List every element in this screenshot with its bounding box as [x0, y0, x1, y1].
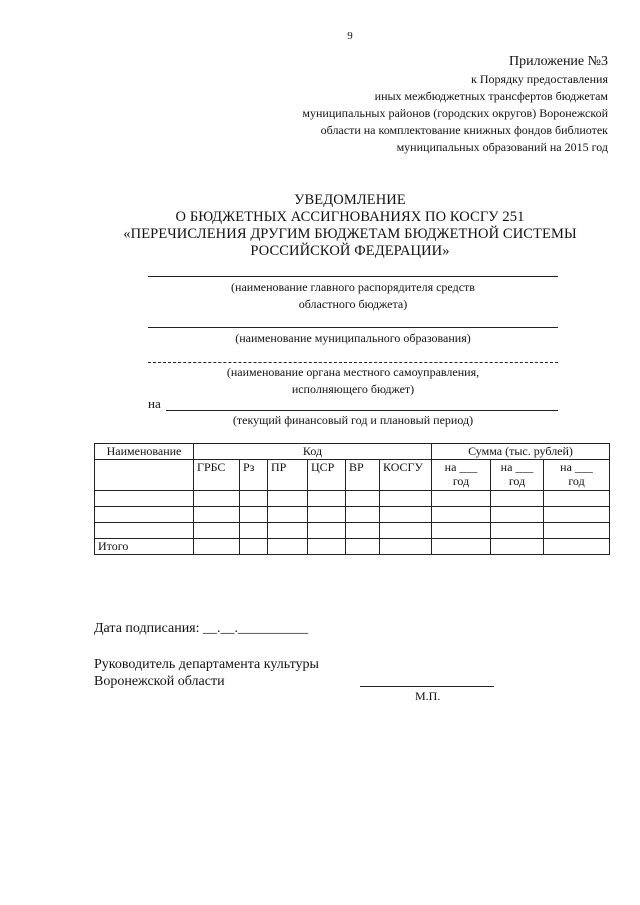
budget-table: [94, 443, 610, 555]
signing-date: [94, 620, 308, 637]
appendix-line: муниципальных образований на 2015 год: [396, 140, 608, 154]
period-caption: (текущий финансовый год и плановый период): [232, 413, 474, 427]
municipality-caption: (наименование муниципального образования): [235, 331, 471, 345]
heading-line: О БЮДЖЕТНЫХ АССИГНОВАНИЯХ ПО КОСГУ 251: [175, 209, 525, 225]
period-fill-line: [166, 410, 558, 411]
appendix-line: области на комплектование книжных фондов библиотек: [320, 123, 608, 137]
header-grbs: ГРБС: [194, 460, 240, 491]
stamp-label: М.П.: [415, 689, 441, 703]
organ-fill-line: [148, 362, 558, 363]
table-total-row: [95, 539, 610, 555]
signatory-position: [94, 656, 319, 690]
header-year-2: [491, 460, 544, 491]
table-subheader-row: [95, 460, 610, 491]
signatory-line-1: Руководитель департамента культуры: [94, 657, 319, 672]
appendix-title: Приложение №3: [509, 54, 608, 69]
organ-caption-line: (наименование органа местного самоуправления,: [226, 365, 480, 379]
header-vr: ВР: [346, 460, 380, 491]
signature-line: [360, 686, 494, 687]
table-row: [95, 523, 610, 539]
organ-caption-line: исполняющего бюджет): [291, 382, 415, 396]
header-year-3: [544, 460, 610, 491]
header-kosgu: КОСГУ: [380, 460, 432, 491]
year-prefix: на ___: [444, 460, 478, 474]
grbs-fill-line: [148, 276, 558, 277]
heading-line: РОССИЙСКОЙ ФЕДЕРАЦИИ»: [250, 243, 450, 259]
header-csr: ЦСР: [308, 460, 346, 491]
header-code: Код: [194, 444, 432, 460]
year-prefix: на ___: [560, 460, 593, 474]
document-heading: [0, 192, 640, 260]
header-rz: Рз: [240, 460, 268, 491]
grbs-caption: [148, 279, 558, 313]
header-name: Наименование: [95, 444, 194, 460]
year-suffix: год: [568, 474, 585, 488]
year-suffix: год: [508, 474, 526, 488]
page-number: 9: [347, 30, 353, 42]
signing-date-blank: __.__.__________: [199, 621, 309, 636]
total-label: Итого: [95, 539, 194, 555]
period-prefix: на: [148, 396, 161, 411]
signatory-line-2: Воронежской области: [94, 674, 225, 689]
table-row: [95, 491, 610, 507]
heading-line: «ПЕРЕЧИСЛЕНИЯ ДРУГИМ БЮДЖЕТАМ БЮДЖЕТНОЙ СИСТЕМЫ: [123, 226, 577, 242]
appendix-line: муниципальных районов (городских округов) Воронежской: [302, 106, 608, 120]
heading-line: УВЕДОМЛЕНИЕ: [294, 192, 406, 208]
header-year-1: [432, 460, 491, 491]
appendix-block: [302, 52, 608, 156]
header-name-cont: [95, 460, 194, 491]
year-prefix: на ___: [500, 460, 534, 474]
signing-date-label: Дата подписания:: [94, 621, 200, 636]
appendix-line: к Порядку предоставления: [470, 72, 608, 86]
grbs-caption-line: (наименование главного распорядителя средств: [231, 280, 475, 294]
table-row: [95, 507, 610, 523]
organ-caption: [148, 364, 558, 398]
municipality-fill-line: [148, 327, 558, 328]
appendix-line: иных межбюджетных трансфертов бюджетам: [374, 89, 608, 103]
grbs-caption-line: областного бюджета): [298, 297, 408, 311]
year-suffix: год: [452, 474, 470, 488]
header-sum: Сумма (тыс. рублей): [432, 444, 610, 460]
header-pr: ПР: [268, 460, 308, 491]
table-header-row: [95, 444, 610, 460]
